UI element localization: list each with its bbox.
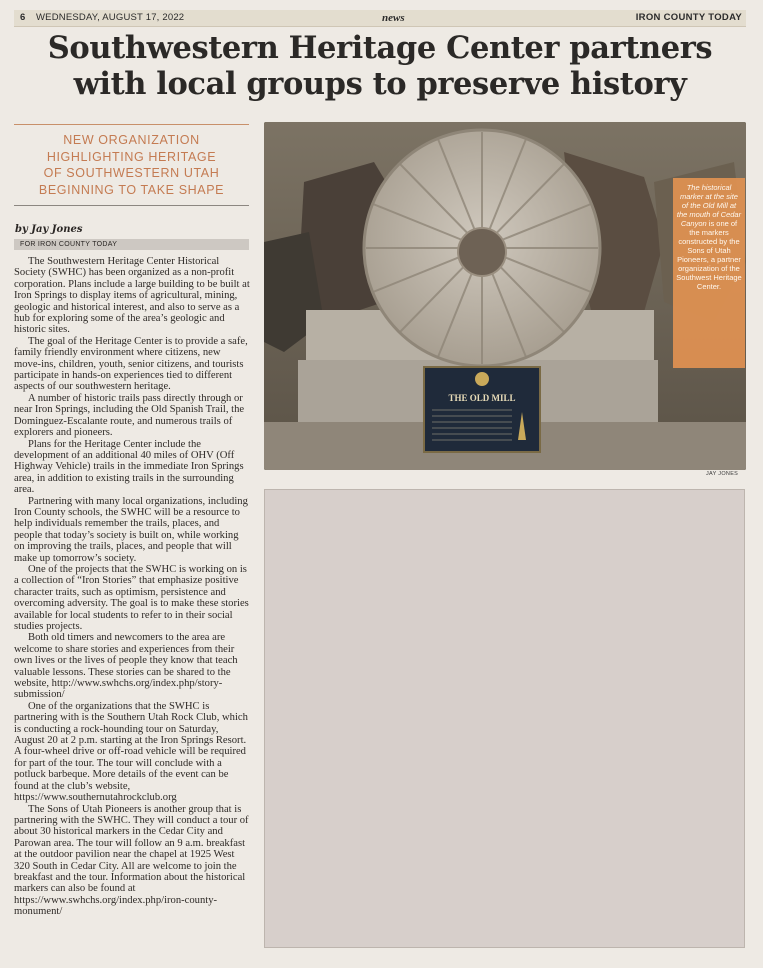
byline: by Jay Jones [15, 224, 83, 235]
paragraph: Partnering with many local organizations, including Iron County schools, the SWHC will be a resource to help individuals remember the trails, places, and people that today’s society is built on, while working on improving the trails, places, and people that will make up tomorrow’s society. [14, 495, 248, 564]
ad-placeholder [264, 489, 745, 948]
deck-line-1: NEW ORGANIZATION [63, 133, 200, 147]
deck-bottom-rule [14, 205, 249, 206]
paragraph: One of the projects that the SWHC is working on is a collection of “Iron Stories” that emphasize positive character traits, such as optimism, persistence and overcoming adversity. The goal is to make these stories available for local students to refer to in their social studies projects. [14, 563, 249, 632]
byline-credit: FOR IRON COUNTY TODAY [14, 239, 249, 250]
paragraph: One of the organizations that the SWHC is partnering with is the Southern Utah Rock Club, which is conducting a rock-hounding tour on Saturday, August 20 at 2 p.m. starting at the Iron Springs Resort. A four-wheel drive or off-road vehicle will be required for part of the tour. The tour will conclude with a potluck barbeque. More details of the event can be found at the club’s website, https://www.southernutahrockclub.org [14, 700, 248, 804]
paragraph: Both old timers and newcomers to the area are welcome to share stories and experiences from their own lives or the lives of people they know that teach valuable lessons. These stories can be shared to the website, http://www.swhchs.org/index.php/story-submission/ [14, 632, 238, 701]
millstone-center [458, 228, 506, 276]
deck-line-4: BEGINNING TO TAKE SHAPE [38, 182, 225, 197]
headline [20, 30, 740, 102]
deck-line-2: HIGHLIGHTING HERITAGE [46, 149, 217, 164]
deck [14, 132, 249, 198]
paragraph: The goal of the Heritage Center is to provide a safe, family friendly environment where citizens, new move-ins, children, youth, senior citizens, and tourists participate in hands-on experiences tied to different aspects of our southwestern heritage. [14, 335, 248, 393]
plaque-emblem [475, 372, 489, 386]
paragraph: The Southwestern Heritage Center Historical Society (SWHC) has been organized as a non-profit corporation. Plans include a large building to be built at Iron Springs to display items of agricultural, mining, geologic and historical interest, and also to serve as a hub for exploring some of the area’s geologic and historic sites. [14, 256, 250, 336]
article-body [14, 256, 250, 918]
photo-credit: JAY JONES [706, 471, 739, 477]
paragraph: Plans for the Heritage Center include the development of an additional 40 miles of OHV (Off Highway Vehicle) trails in the immediate Iron Springs area, in addition to existing trails in the surrounding area. [14, 438, 244, 496]
section-label: news [382, 12, 405, 24]
caption-italic: The historical marker at the site of the Old Mill at the mouth of Cedar Canyon [676, 183, 742, 228]
paragraph: The Sons of Utah Pioneers is another group that is partnering with the SWHC. They will conduct a tour of about 30 historical markers in the Cedar City and Parowan area. The tour will follow an 9 a.m. breakfast at the outdoor pavilion near the chapel at 1925 West 320 South in Cedar City. All are welcome to join the breakfast and the tour. Information about the historical markers can also be found at https://www.swhchs.org/index.php/iron-county-monument/ [14, 803, 249, 918]
deck-top-rule [14, 124, 249, 125]
headline-line-2: with local groups to preserve history [73, 66, 687, 102]
paper-name: IRON COUNTY TODAY [635, 12, 742, 23]
page-header [14, 10, 746, 27]
page-number: 6 [20, 12, 26, 23]
deck-line-3: OF SOUTHWESTERN UTAH [43, 166, 220, 180]
plaque-title: THE OLD MILL [448, 393, 516, 403]
photo-caption [673, 178, 745, 368]
paragraph: A number of historic trails pass directly through or near Iron Springs, including the Old Spanish Trail, the Dominguez-Escalante route, and numerous trails of explorers and pioneers. [14, 392, 245, 439]
caption-text: is one of the markers constructed by the Sons of Utah Pioneers, a partner organization of the Southwest Heritage Center. [676, 219, 742, 291]
issue-date: WEDNESDAY, AUGUST 17, 2022 [36, 12, 185, 23]
headline-line-1: Southwestern Heritage Center partners [47, 30, 713, 66]
